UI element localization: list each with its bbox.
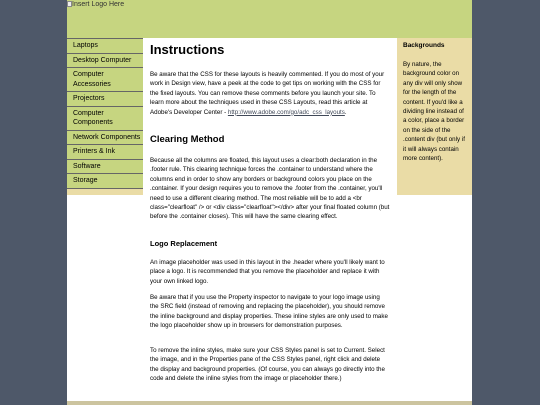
sidebar-right — [397, 38, 472, 195]
header — [67, 0, 472, 38]
intro-paragraph — [150, 70, 390, 117]
page-title: Instructions — [150, 42, 225, 57]
logo-paragraph-3: To remove the inline styles, make sure your CSS Styles panel is set to Current. Select the image, and in the Properties pane of the CSS Styles panel, right click and delete the display and background properties. (Of course, you can always go directly into the code and delete the inline styles from the image or placeholder there.) — [150, 347, 385, 383]
backgrounds-text: By nature, the background color on any div will only show for the length of the content. If you'd like a dividing line instead of a color, place a border on the side of the .content div (but only if it will always contain more content). — [403, 61, 465, 163]
logo-alt-text: Insert Logo Here — [72, 1, 125, 8]
nav-item-projectors[interactable]: Projectors — [67, 92, 143, 107]
nav-menu — [67, 38, 143, 189]
nav-item-computer-components[interactable]: Computer Components — [67, 107, 143, 131]
clearing-method-heading: Clearing Method — [150, 134, 225, 145]
clearing-method-paragraph: Because all the columns are floated, this layout uses a clear:both declaration in the .footer rule. This clearing technique forces the .container to understand where the columns end in order to show any borders or background colors you place on the .container. If your design requires you to remove the .footer from the .container, you'll need to use a different clearing method. The most reliable will be to add a <br class="clearfloat" /> or <div class="clearfloat"></div> after your final floated column (but before the .container closes). This will have the same clearing effect. — [150, 157, 390, 221]
intro-end: . — [344, 108, 347, 116]
logo-paragraph-2: Be aware that if you use the Property inspector to navigate to your logo image using the SRC field (instead of removing and replacing the placeholder), you should remove the inline background and display properties. These inline styles are only used to make the logo placeholder show up in browsers for demonstration purposes. — [150, 294, 388, 330]
page-container — [67, 0, 472, 405]
logo-placeholder[interactable] — [67, 0, 143, 38]
nav-item-storage[interactable]: Storage — [67, 174, 143, 189]
logo-replacement-heading: Logo Replacement — [150, 239, 218, 248]
nav-item-printers-ink[interactable]: Printers & Ink — [67, 145, 143, 160]
intro-text: Be aware that the CSS for these layouts is heavily commented. If you do most of your work in Design view, have a peek at the code to get tips on working with the CSS for the fixed layouts. You can remove these comments before you launch your site. To learn more about the techniques used in these CSS Layouts, read this article at Adobe's Developer Center - — [150, 71, 385, 116]
nav-item-software[interactable]: Software — [67, 160, 143, 175]
nav-item-desktop-computer[interactable]: Desktop Computer — [67, 54, 143, 69]
nav-item-computer-accessories[interactable]: Computer Accessories — [67, 68, 143, 92]
sidebar-left — [67, 38, 143, 195]
nav-item-laptops[interactable]: Laptops — [67, 39, 143, 54]
footer — [67, 401, 472, 405]
nav-item-network-components[interactable]: Network Components — [67, 131, 143, 146]
main-content — [143, 38, 397, 405]
backgrounds-heading: Backgrounds — [403, 42, 445, 49]
adobe-layouts-link[interactable]: http://www.adobe.com/go/adc_css_layouts — [227, 108, 345, 116]
logo-paragraph-1: An image placeholder was used in this layout in the .header where you'll likely want to place a logo. It is recommended that you remove the placeholder and replace it with your own linked logo. — [150, 259, 385, 285]
